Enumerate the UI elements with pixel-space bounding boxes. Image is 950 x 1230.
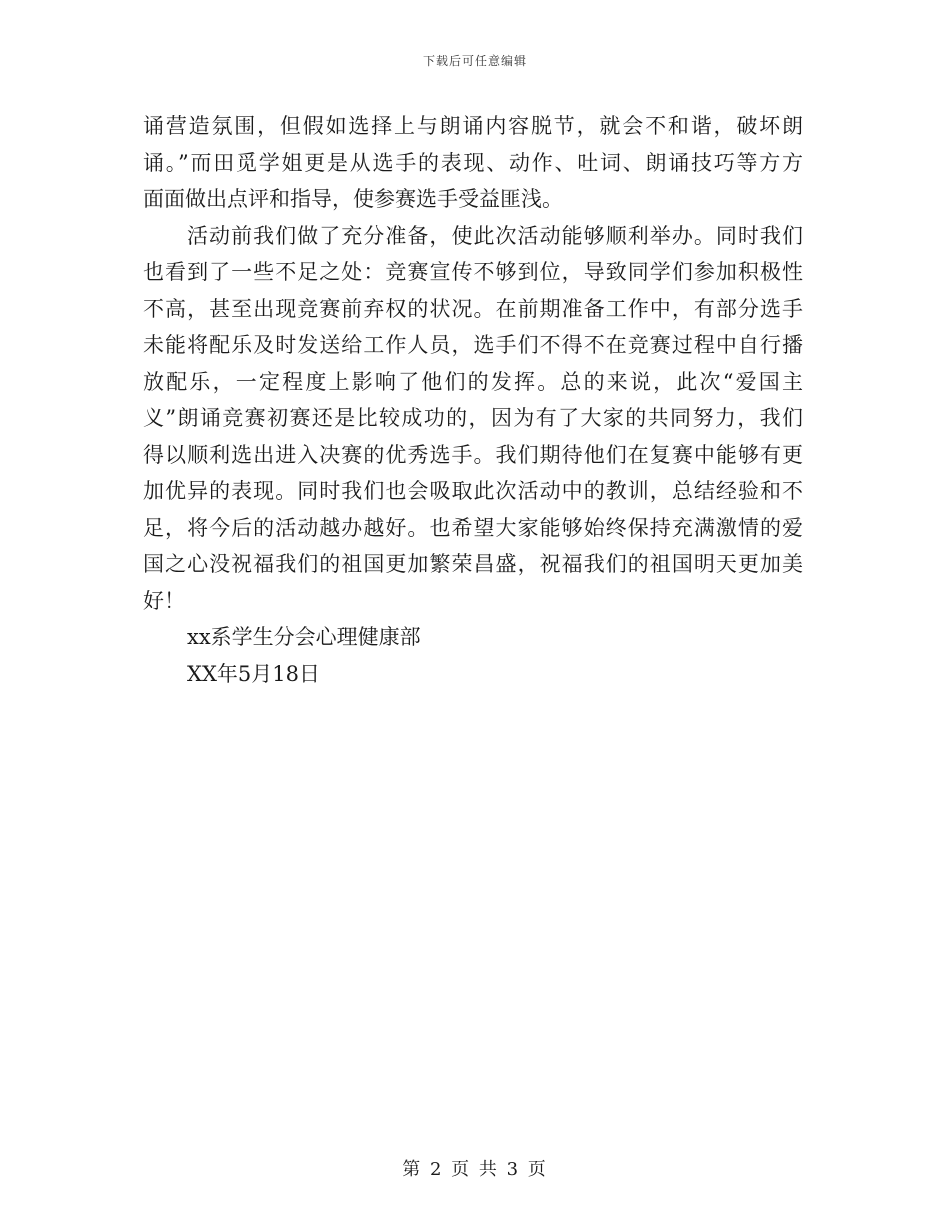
paragraph-1 xyxy=(143,108,803,218)
paragraph-line: 面面做出点评和指导，使参赛选手受益匪浅。 xyxy=(143,187,563,211)
page-footer: 第 2 页 共 3 页 xyxy=(402,1159,548,1180)
paragraph-line: 好！ xyxy=(143,588,185,613)
paragraph-line: 足，将今后的活动越办越好。也希望大家能够始终保持充满激情的爱 xyxy=(143,515,803,540)
paragraph-line: 得以顺利选出进入决赛的优秀选手。我们期待他们在复赛中能够有更 xyxy=(143,442,803,467)
paragraph-line: 放配乐，一定程度上影响了他们的发挥。总的来说，此次“爱国主 xyxy=(143,369,803,394)
signature-organization: xx系学生分会心理健康部 xyxy=(187,625,421,649)
paragraph-line: 诵营造氛围，但假如选择上与朗诵内容脱节，就会不和谐，破坏朗 xyxy=(143,114,803,138)
paragraph-line: 不高，甚至出现竞赛前弃权的状况。在前期准备工作中，有部分选手 xyxy=(143,296,803,321)
paragraph-line: 未能将配乐及时发送给工作人员，选手们不得不在竞赛过程中自行播 xyxy=(143,333,803,357)
paragraph-line: 活动前我们做了充分准备，使此次活动能够顺利举办。同时我们 xyxy=(187,223,803,248)
document-body xyxy=(143,108,803,692)
paragraph-line: 加优异的表现。同时我们也会吸取此次活动中的教训，总结经验和不 xyxy=(143,479,803,503)
paragraph-2 xyxy=(143,218,803,620)
paragraph-line: 也看到了一些不足之处：竞赛宣传不够到位，导致同学们参加积极性 xyxy=(143,260,803,284)
signature-date: XX年5月18日 xyxy=(187,661,320,686)
paragraph-line: 义”朗诵竞赛初赛还是比较成功的，因为有了大家的共同努力，我们 xyxy=(143,406,803,430)
paragraph-line: 诵。”而田觅学姐更是从选手的表现、动作、吐词、朗诵技巧等方方 xyxy=(143,150,803,175)
paragraph-line: 国之心没祝福我们的祖国更加繁荣昌盛，祝福我们的祖国明天更加美 xyxy=(143,552,803,576)
page-header: 下载后可任意编辑 xyxy=(422,54,527,68)
